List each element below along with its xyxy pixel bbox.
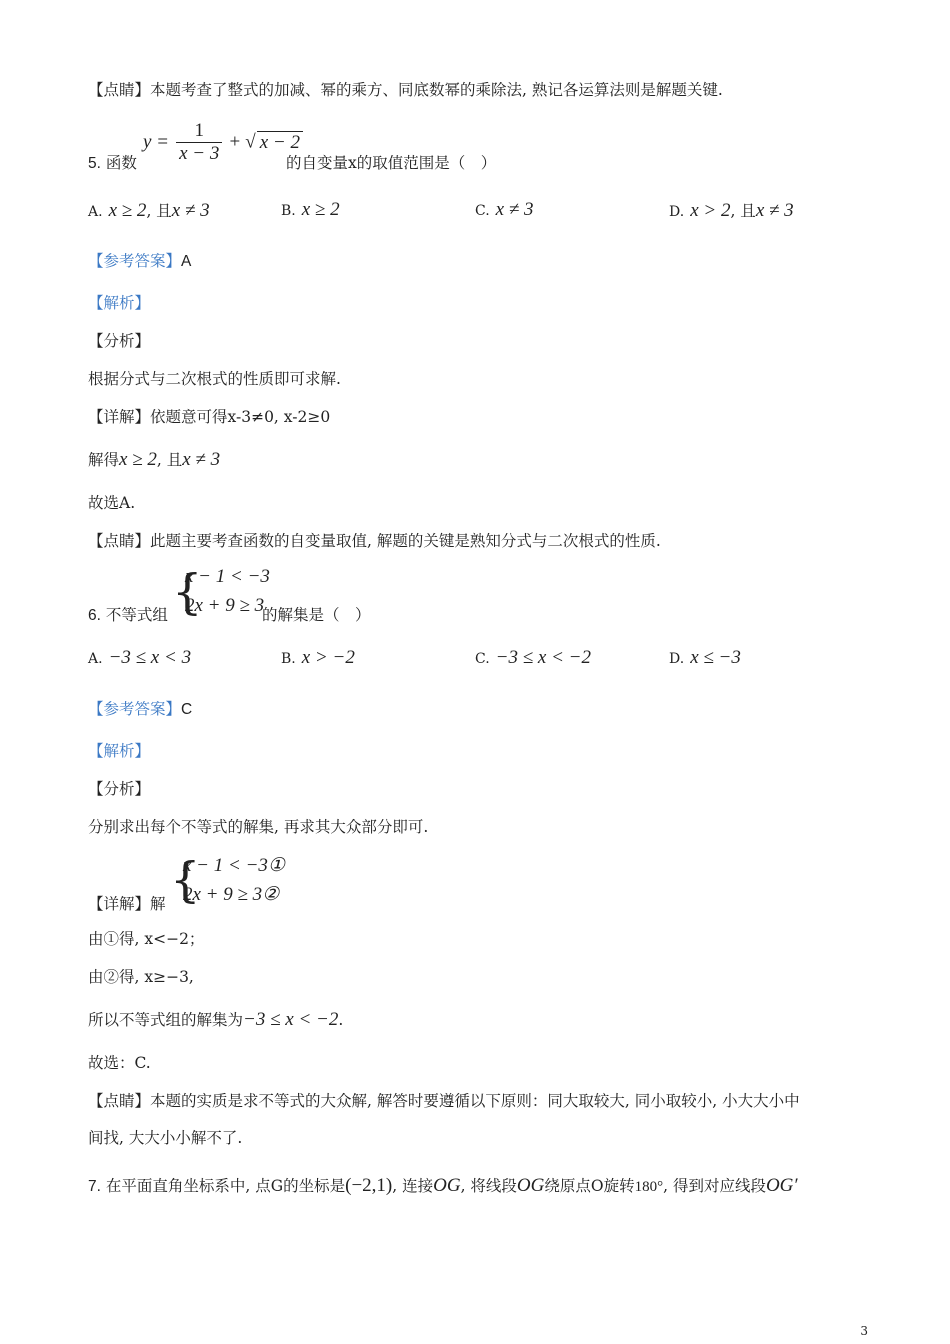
tip-tag: 【点睛】	[88, 81, 151, 99]
detail-lead: 解	[150, 895, 166, 913]
q6-option-b	[281, 647, 355, 669]
q6-tail: 的解集是（ ）	[262, 606, 371, 624]
q6-step2: 由②得, x≥−3,	[88, 968, 194, 986]
q6-option-c	[475, 647, 591, 669]
q6-detail-brace: {	[170, 852, 201, 908]
q5-function-formula	[143, 120, 303, 165]
option-sep: , 且	[730, 202, 756, 220]
option-math2: x ≠ 3	[755, 200, 794, 221]
q6-lead: 不等式组	[105, 606, 168, 624]
option-sep: , 且	[146, 202, 172, 220]
q6-option-d	[669, 647, 741, 669]
q7-m1: (−2,1)	[345, 1175, 393, 1196]
detail-text: 依题意可得x-3≠0, x-2≥0	[150, 408, 331, 426]
option-math: −3 ≤ x < −2	[495, 647, 591, 668]
q7-m3: OG	[516, 1175, 545, 1196]
option-math: x ≥ 2	[108, 200, 147, 221]
q5-solved	[88, 450, 220, 470]
option-math: x ≥ 2	[301, 199, 340, 220]
q6-analysis: 分别求出每个不等式的解集, 再求其大众部分即可.	[88, 818, 429, 836]
option-math2: x ≠ 3	[171, 200, 210, 221]
result-end: .	[338, 1011, 344, 1029]
q6-tip-line2: 间找, 大大小小解不了.	[88, 1129, 243, 1147]
answer-tag: 【参考答案】	[88, 252, 182, 270]
tip-tag: 【点睛】	[88, 532, 151, 550]
q6-answer	[88, 699, 192, 720]
option-label: B.	[281, 203, 296, 219]
q6-fenxi: 【分析】	[88, 780, 151, 798]
q5-sqrt-arg: x − 2	[257, 131, 303, 154]
q6-stem	[88, 605, 168, 626]
q6-sys-row1: x − 1 < −3	[185, 566, 270, 587]
q6-option-a	[88, 647, 191, 669]
answer-value: A	[181, 253, 192, 270]
q7-t4: 绕原点O旋转	[544, 1177, 635, 1195]
q5-sqrt-sign: √	[245, 131, 256, 153]
q5-jiexi: 【解析】	[88, 294, 151, 312]
option-label: C.	[475, 203, 490, 219]
q6-dsys-row2: 2x + 9 ≥ 3②	[183, 884, 280, 905]
answer-tag: 【参考答案】	[88, 700, 182, 718]
tip-text: 本题的实质是求不等式的大众解, 解答时要遵循以下原则：同大取较大, 同小取较小, 小大大小中	[150, 1092, 800, 1110]
q5-plus: +	[229, 131, 241, 153]
q6-detail-system	[170, 852, 290, 912]
result-lead: 所以不等式组的解集为	[88, 1011, 244, 1029]
q7-t5: , 得到对应线段	[663, 1177, 766, 1195]
q6-step1: 由①得, x<−2；	[88, 930, 205, 948]
q5-frac-den: x − 3	[179, 143, 220, 164]
q5-fraction	[176, 120, 222, 165]
q5-frac-num: 1	[176, 120, 222, 143]
q6-jiexi: 【解析】	[88, 742, 151, 760]
q7-number: 7.	[88, 1178, 101, 1195]
option-label: B.	[281, 651, 296, 667]
q7-t1: 在平面直角坐标系中, 点G的坐标是	[105, 1177, 346, 1195]
q6-system	[172, 564, 270, 624]
detail-tag: 【详解】	[88, 895, 151, 913]
q6-tip-line1	[88, 1091, 800, 1111]
q5-lead: 函数	[105, 154, 137, 172]
q5-number: 5.	[88, 155, 101, 172]
option-label: D.	[669, 204, 685, 220]
option-label: D.	[669, 651, 685, 667]
q5-fenxi: 【分析】	[88, 332, 151, 350]
q7-t2: , 连接	[392, 1177, 434, 1195]
q5-stem	[88, 153, 137, 174]
q5-option-d	[669, 199, 794, 222]
prev-tip-line	[88, 80, 723, 100]
q7-stem	[88, 1176, 798, 1197]
tip-text: 此题主要考查函数的自变量取值, 解题的关键是熟知分式与二次根式的性质.	[150, 532, 661, 550]
q6-result	[88, 1010, 343, 1030]
q5-tail: 的自变量x的取值范围是（ ）	[286, 154, 497, 172]
option-math: −3 ≤ x < 3	[108, 647, 192, 668]
q6-choose: 故选：C.	[88, 1054, 151, 1072]
q5-detail	[88, 407, 330, 427]
detail-tag: 【详解】	[88, 408, 151, 426]
option-math: x ≠ 3	[495, 199, 534, 220]
q7-m2: OG	[433, 1175, 461, 1196]
option-math: x > 2	[690, 200, 731, 221]
option-label: A.	[88, 204, 103, 220]
q5-option-a	[88, 199, 210, 222]
option-math: x ≤ −3	[690, 647, 741, 668]
solved-lead: 解得	[88, 451, 120, 469]
tip-tag: 【点睛】	[88, 1092, 151, 1110]
q7-m4: 180°	[634, 1179, 664, 1195]
q7-t3: , 将线段	[460, 1177, 517, 1195]
q5-func-lhs: y =	[143, 131, 170, 153]
result-math: −3 ≤ x < −2	[243, 1009, 339, 1030]
page-number: 3	[860, 1324, 868, 1338]
q6-detail-lead	[88, 894, 166, 914]
q5-analysis: 根据分式与二次根式的性质即可求解.	[88, 370, 341, 388]
solved-sep: , 且	[156, 451, 183, 469]
q5-choose: 故选A.	[88, 494, 136, 512]
q6-sys-row2: 2x + 9 ≥ 3	[185, 595, 265, 616]
answer-value: C	[181, 701, 193, 718]
q6-brace: {	[172, 564, 203, 620]
solved-math2: x ≠ 3	[182, 449, 221, 470]
tip-text: 本题考查了整式的加减、幂的乘方、同底数幂的乘除法, 熟记各运算法则是解题关键.	[150, 81, 723, 99]
q5-option-c	[475, 199, 534, 221]
q5-tip	[88, 531, 661, 551]
q6-dsys-row1: x − 1 < −3①	[183, 855, 285, 876]
q5-answer	[88, 251, 191, 272]
q6-number: 6.	[88, 607, 101, 624]
solved-math: x ≥ 2	[119, 449, 157, 470]
option-label: A.	[88, 651, 103, 667]
q5-option-b	[281, 199, 340, 221]
q7-m5: OG′	[765, 1175, 798, 1196]
option-math: x > −2	[301, 647, 355, 668]
option-label: C.	[475, 651, 490, 667]
